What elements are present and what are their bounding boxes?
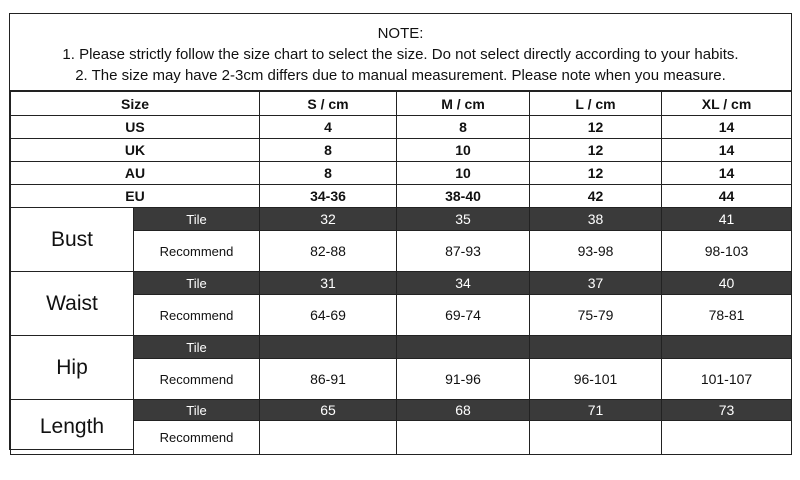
conversion-value: 10 [397, 162, 530, 185]
tile-value: 35 [397, 208, 530, 231]
conversion-label: UK [11, 139, 260, 162]
tile-label: Tile [134, 400, 260, 421]
conversion-value: 8 [397, 116, 530, 139]
hip-tile-row [11, 336, 792, 359]
tile-value [397, 336, 530, 359]
tile-value [260, 336, 397, 359]
bust-tile-row [11, 208, 792, 231]
header-row [11, 92, 792, 116]
recommend-value [530, 421, 662, 455]
conversion-label: EU [11, 185, 260, 208]
recommend-value: 78-81 [662, 295, 792, 336]
conversion-row-au [11, 162, 792, 185]
conversion-value: 12 [530, 116, 662, 139]
tile-value: 71 [530, 400, 662, 421]
recommend-value: 101-107 [662, 359, 792, 400]
conversion-value: 4 [260, 116, 397, 139]
tile-value: 31 [260, 272, 397, 295]
tile-label: Tile [134, 336, 260, 359]
tile-value [530, 336, 662, 359]
length-tile-row [11, 400, 792, 421]
note-title: NOTE: [377, 25, 424, 42]
conversion-value: 8 [260, 162, 397, 185]
recommend-value [662, 421, 792, 455]
conversion-value: 38-40 [397, 185, 530, 208]
waist-tile-row [11, 272, 792, 295]
recommend-value: 64-69 [260, 295, 397, 336]
header-col-l: L / cm [530, 92, 662, 116]
measure-label-hip: Hip [11, 336, 134, 400]
conversion-value: 14 [662, 116, 792, 139]
recommend-value: 98-103 [662, 231, 792, 272]
recommend-label: Recommend [134, 231, 260, 272]
recommend-label: Recommend [134, 359, 260, 400]
measure-label-waist: Waist [11, 272, 134, 336]
tile-value: 65 [260, 400, 397, 421]
recommend-value: 96-101 [530, 359, 662, 400]
measure-label-length: Length [11, 400, 134, 455]
tile-label: Tile [134, 272, 260, 295]
recommend-label: Recommend [134, 421, 260, 455]
recommend-value: 75-79 [530, 295, 662, 336]
tile-value: 38 [530, 208, 662, 231]
note-box [10, 14, 791, 91]
size-chart [9, 13, 792, 450]
conversion-value: 12 [530, 162, 662, 185]
conversion-value: 34-36 [260, 185, 397, 208]
tile-value: 68 [397, 400, 530, 421]
tile-value: 40 [662, 272, 792, 295]
measure-label-bust: Bust [11, 208, 134, 272]
header-col-m: M / cm [397, 92, 530, 116]
recommend-value: 87-93 [397, 231, 530, 272]
size-table [10, 91, 792, 455]
conversion-value: 8 [260, 139, 397, 162]
conversion-value: 44 [662, 185, 792, 208]
recommend-value: 86-91 [260, 359, 397, 400]
conversion-row-eu [11, 185, 792, 208]
recommend-value: 93-98 [530, 231, 662, 272]
conversion-value: 10 [397, 139, 530, 162]
header-col-xl: XL / cm [662, 92, 792, 116]
note-line-2: 2. The size may have 2-3cm differs due to manual measurement. Please note when you measure. [75, 67, 726, 84]
tile-value: 41 [662, 208, 792, 231]
recommend-value [397, 421, 530, 455]
recommend-value: 82-88 [260, 231, 397, 272]
conversion-row-us [11, 116, 792, 139]
conversion-label: AU [11, 162, 260, 185]
conversion-value: 12 [530, 139, 662, 162]
conversion-value: 14 [662, 139, 792, 162]
conversion-label: US [11, 116, 260, 139]
conversion-value: 14 [662, 162, 792, 185]
header-size-label: Size [11, 92, 260, 116]
note-line-1: 1. Please strictly follow the size chart to select the size. Do not select directly according to your habits. [62, 46, 739, 63]
recommend-label: Recommend [134, 295, 260, 336]
tile-value: 73 [662, 400, 792, 421]
tile-value: 34 [397, 272, 530, 295]
tile-label: Tile [134, 208, 260, 231]
recommend-value: 91-96 [397, 359, 530, 400]
conversion-row-uk [11, 139, 792, 162]
recommend-value: 69-74 [397, 295, 530, 336]
tile-value: 32 [260, 208, 397, 231]
tile-value: 37 [530, 272, 662, 295]
header-col-s: S / cm [260, 92, 397, 116]
recommend-value [260, 421, 397, 455]
tile-value [662, 336, 792, 359]
conversion-value: 42 [530, 185, 662, 208]
